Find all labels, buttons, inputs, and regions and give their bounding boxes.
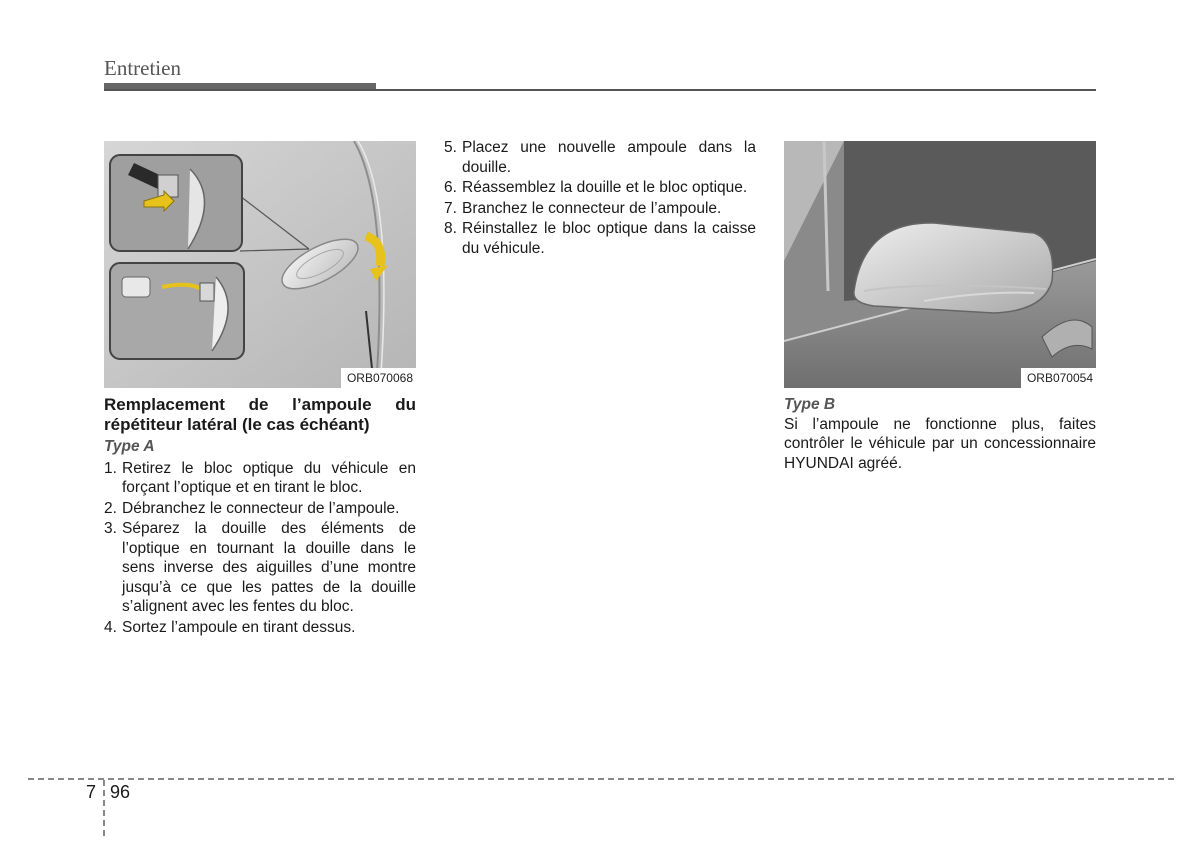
- list-item: 5. Placez une nouvelle ampoule dans la douille.: [444, 139, 756, 176]
- page-header-title: Entretien: [104, 56, 181, 80]
- side-mirror-figure: [784, 141, 1096, 388]
- side-repeater-illustration: [104, 141, 416, 388]
- figure-code: ORB070054: [1021, 368, 1096, 388]
- type-b-label: Type B: [784, 396, 836, 413]
- list-item: 4. Sortez l’ampoule en tirant dessus.: [104, 618, 356, 636]
- list-item: 8. Réinstallez le bloc optique dans la caisse du véhicule.: [444, 220, 756, 257]
- type-b-text: Si l’ampoule ne fonctionne plus, faites contrôler le véhicule par un concessionnaire HYUNDAI agréé.: [784, 415, 1096, 472]
- type-a-label: Type A: [104, 438, 155, 455]
- header-rule: [104, 89, 1096, 91]
- column-middle: [444, 138, 756, 259]
- footer-vertical-divider: [103, 780, 105, 836]
- section-number: 7: [86, 782, 97, 802]
- list-item: 3. Séparez la douille des éléments de l’optique en tournant la douille dans le sens inverse des aiguilles d’une montre jusqu’à ce que les pattes de la douille s’alignent avec les fentes du bloc.: [104, 520, 416, 615]
- side-mirror-illustration: [784, 141, 1096, 388]
- column-left: [104, 395, 416, 638]
- section-heading: Remplacement de l’ampoule du répétiteur latéral (le cas échéant): [104, 395, 416, 434]
- list-item: 2. Débranchez le connecteur de l’ampoule.: [104, 499, 400, 517]
- list-item: 7. Branchez le connecteur de l’ampoule.: [444, 199, 722, 217]
- steps-list-type-a-continued: [444, 138, 756, 258]
- side-repeater-figure: [104, 141, 416, 388]
- figure-code: ORB070068: [341, 368, 416, 388]
- column-right: [784, 393, 1096, 473]
- footer-divider: [28, 778, 1174, 780]
- list-item: 6. Réassemblez la douille et le bloc optique.: [444, 179, 748, 196]
- steps-list-type-a: [104, 459, 416, 638]
- list-item: 1. Retirez le bloc optique du véhicule en forçant l’optique et en tirant le bloc.: [104, 459, 416, 496]
- page-number: 96: [110, 782, 131, 802]
